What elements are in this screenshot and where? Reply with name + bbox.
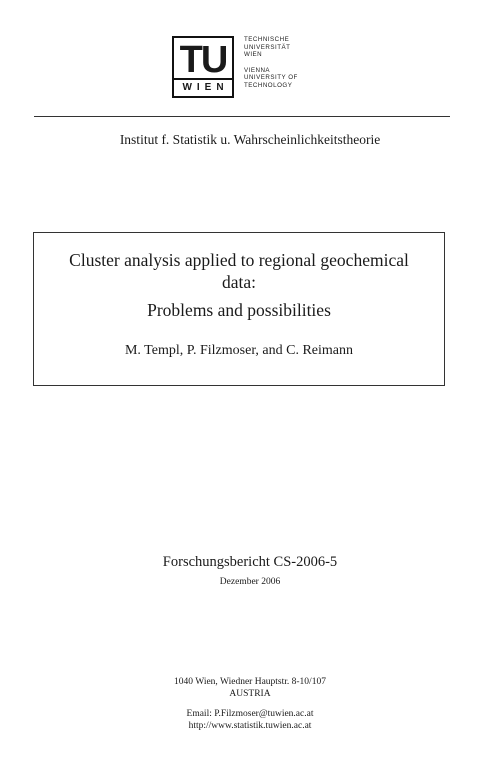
title-box: [33, 232, 445, 386]
wien-letters: WIEN: [174, 78, 232, 96]
address-country: AUSTRIA: [229, 689, 271, 699]
contact-email: Email: P.Filzmoser@tuwien.ac.at: [186, 709, 314, 719]
logo-text: [244, 36, 298, 90]
logo-line: TECHNISCHE: [244, 36, 290, 43]
paper-subtitle: Problems and possibilities: [147, 300, 331, 320]
title-line: data:: [221, 272, 256, 292]
paper-title: [44, 249, 434, 293]
tu-letters: TU: [179, 39, 227, 81]
report-date: Dezember 2006: [219, 577, 281, 587]
logo-line: TECHNOLOGY: [244, 81, 293, 89]
logo-line: VIENNA: [244, 66, 271, 74]
tu-logo-mark: [172, 36, 234, 98]
address-street: 1040 Wien, Wiedner Hauptstr. 8-10/107: [174, 677, 326, 687]
contact-url: http://www.statistik.tuwien.ac.at: [188, 721, 312, 731]
header-rule: [34, 116, 450, 117]
contact-info: [0, 708, 500, 732]
postal-address: [0, 676, 500, 700]
report-number: Forschungsbericht CS-2006-5: [162, 554, 338, 570]
logo-line: UNIVERSITÄT: [244, 43, 291, 51]
tu-wien-logo: [172, 36, 298, 98]
institute-name: Institut f. Statistik u. Wahrscheinlichkeitstheorie: [119, 132, 381, 147]
title-line: Cluster analysis applied to regional geochemical: [69, 250, 409, 270]
logo-line: UNIVERSITY OF: [244, 74, 298, 82]
paper-authors: M. Templ, P. Filzmoser, and C. Reimann: [124, 343, 354, 358]
logo-line: WIEN: [244, 51, 263, 59]
